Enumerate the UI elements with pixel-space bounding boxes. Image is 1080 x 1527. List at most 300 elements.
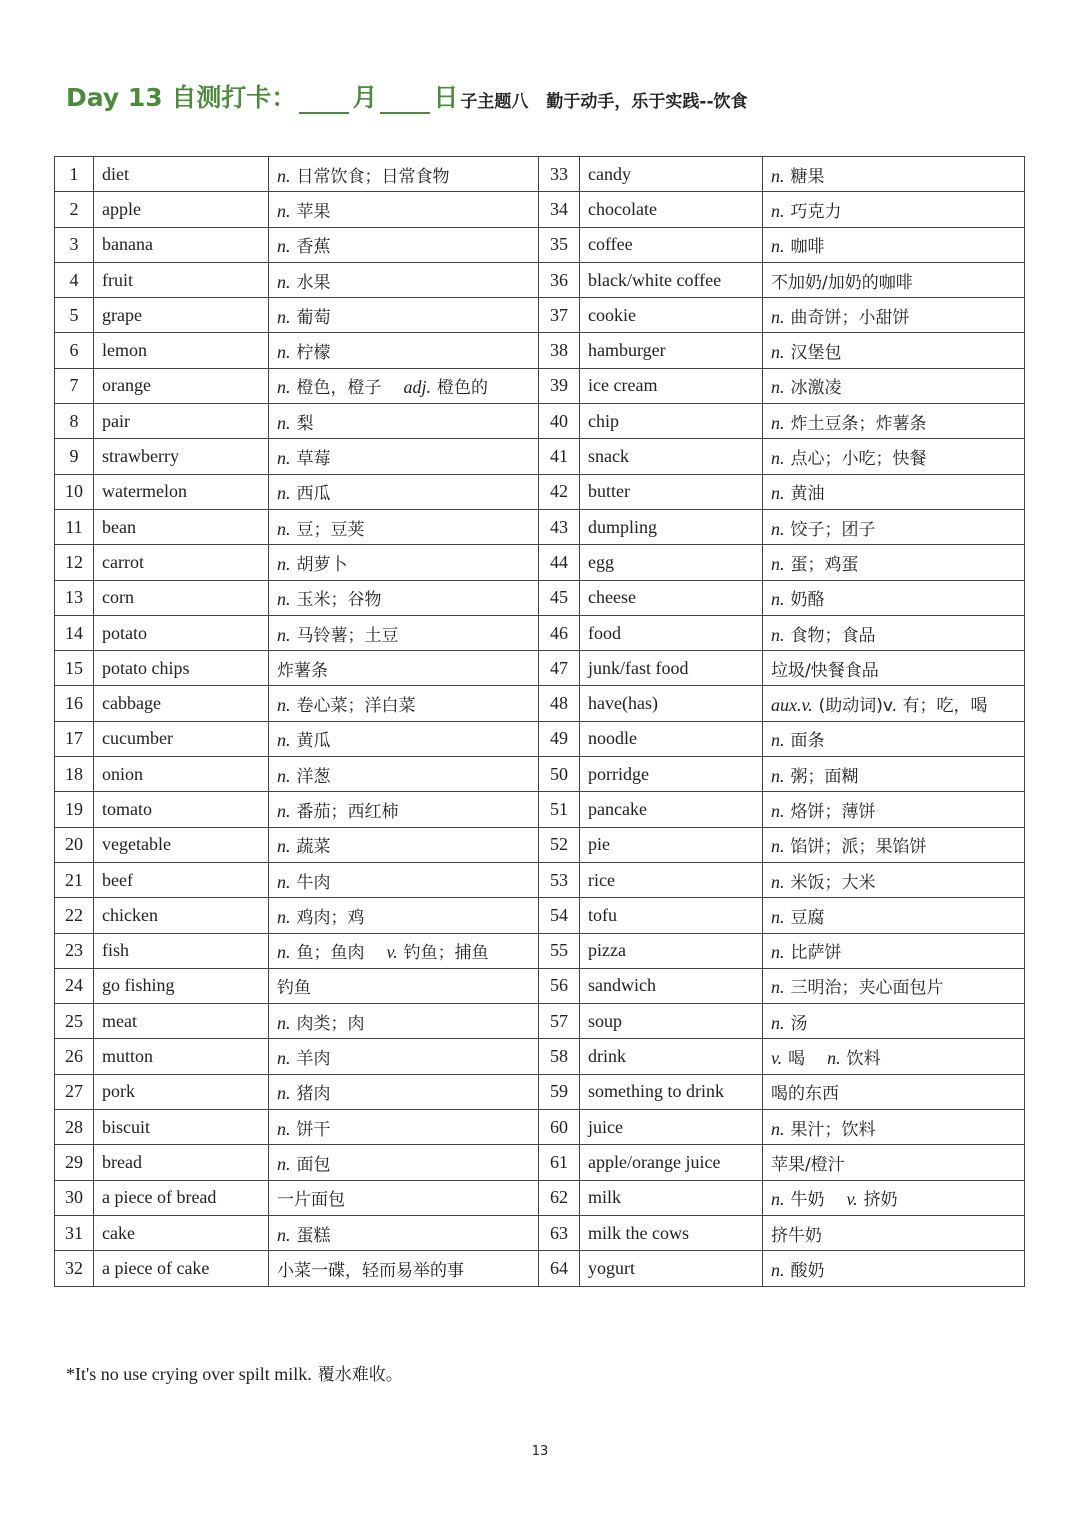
word-cell: tofu [580,898,763,933]
meaning-text: 葡萄 [296,307,331,328]
word-cell: banana [94,227,269,262]
word-cell: ice cream [580,368,763,403]
entry-number: 6 [55,333,94,368]
table-row [55,827,1025,862]
meaning-text: 三明治；夹心面包片 [790,978,944,999]
entry-number: 10 [55,474,94,509]
word-cell: butter [580,474,763,509]
part-of-speech: n. [771,412,785,433]
word-cell: chip [580,404,763,439]
word-cell: grape [94,298,269,333]
entry-number: 55 [539,933,580,968]
meaning-text: 番茄；西红柿 [296,801,399,822]
meaning-text: 米饭；大米 [790,872,876,893]
part-of-speech: n. [277,1224,291,1245]
part-of-speech: n. [277,765,291,786]
word-cell: porridge [580,757,763,792]
part-of-speech: n. [771,200,785,221]
meaning-text: 烙饼；薄饼 [790,801,876,822]
meaning-text: 面条 [790,731,825,752]
meaning-cell [269,1215,539,1250]
part-of-speech: n. [277,942,291,963]
meaning-cell [763,862,1025,897]
meaning-cell [763,1251,1025,1286]
meaning-cell [763,1145,1025,1180]
part-of-speech: n. [277,377,291,398]
entry-number: 31 [55,1215,94,1250]
part-of-speech: n. [277,589,291,610]
meaning-cell [269,298,539,333]
meaning-cell [269,404,539,439]
entry-number: 51 [539,792,580,827]
entry-number: 39 [539,368,580,403]
table-row [55,227,1025,262]
word-cell: pair [94,404,269,439]
meaning-cell [269,333,539,368]
entry-number: 53 [539,862,580,897]
part-of-speech: n. [771,342,785,363]
meaning-cell [763,192,1025,227]
meaning-cell [269,827,539,862]
part-of-speech: n. [277,906,291,927]
meaning-text: 馅饼；派；果馅饼 [790,837,927,858]
proverb [66,1360,403,1385]
meaning-cell [763,509,1025,544]
part-of-speech: n. [771,589,785,610]
part-of-speech: n. [771,1259,785,1280]
meaning-text: 一片面包 [277,1190,345,1211]
meaning-cell [269,157,539,192]
table-row [55,404,1025,439]
meaning-text: 不加奶/加奶的咖啡 [771,272,913,293]
part-of-speech: n. [771,236,785,257]
entry-number: 50 [539,757,580,792]
entry-number: 64 [539,1251,580,1286]
entry-number: 40 [539,404,580,439]
meaning-cell [763,439,1025,474]
table-row [55,757,1025,792]
entry-number: 21 [55,862,94,897]
meaning-cell [269,192,539,227]
entry-number: 35 [539,227,580,262]
meaning-cell [763,333,1025,368]
word-cell: sandwich [580,968,763,1003]
meaning-text: 钓鱼 [277,978,311,999]
word-cell: vegetable [94,827,269,862]
meaning-cell [269,615,539,650]
meaning-cell [763,545,1025,580]
meaning-cell [269,792,539,827]
word-cell: chicken [94,898,269,933]
entry-number: 3 [55,227,94,262]
table-row [55,898,1025,933]
table-row [55,509,1025,544]
meaning-cell [763,757,1025,792]
meaning-cell [269,1180,539,1215]
table-row [55,298,1025,333]
table-row [55,792,1025,827]
part-of-speech: n. [771,1118,785,1139]
part-of-speech: n. [771,871,785,892]
meaning-cell [269,651,539,686]
proverb-english: *It's no use crying over spilt milk. [66,1364,312,1384]
meaning-cell [763,474,1025,509]
month-label: 月 [352,83,378,112]
meaning-text: 炸土豆条；炸薯条 [790,413,927,434]
meaning-cell [269,1004,539,1039]
meaning-text: 汉堡包 [790,343,842,364]
part-of-speech: adj. [403,377,432,398]
meaning-text: 曲奇饼；小甜饼 [790,307,910,328]
word-cell: snack [580,439,763,474]
part-of-speech: n. [771,765,785,786]
entry-number: 60 [539,1110,580,1145]
word-cell: bean [94,509,269,544]
word-cell: meat [94,1004,269,1039]
meaning-cell [269,545,539,580]
word-cell: carrot [94,545,269,580]
entry-number: 25 [55,1004,94,1039]
meaning-text: 冰激凌 [790,378,842,399]
page-header [66,78,748,114]
meaning-cell [763,1180,1025,1215]
proverb-chinese: 覆水难收。 [317,1365,403,1385]
table-row [55,968,1025,1003]
meaning-cell [763,792,1025,827]
table-row [55,615,1025,650]
entry-number: 45 [539,580,580,615]
meaning-text: 日常饮食；日常食物 [296,166,450,187]
word-cell: hamburger [580,333,763,368]
meaning-cell [763,262,1025,297]
meaning-cell [269,1074,539,1109]
subtopic-label: 子主题八 [460,92,529,112]
part-of-speech: n. [277,271,291,292]
day-blank[interactable] [380,86,430,114]
meaning-text: 牛奶 [790,1190,825,1211]
meaning-cell [763,1004,1025,1039]
entry-number: 54 [539,898,580,933]
meaning-text: 梨 [296,413,314,434]
entry-number: 36 [539,262,580,297]
entry-number: 49 [539,721,580,756]
meaning-text: 饺子；团子 [790,519,876,540]
word-cell: beef [94,862,269,897]
word-cell: soup [580,1004,763,1039]
meaning-cell [763,898,1025,933]
meaning-text: 挤奶 [863,1190,898,1211]
word-cell: milk [580,1180,763,1215]
entry-number: 34 [539,192,580,227]
meaning-cell [763,1039,1025,1074]
word-cell: milk the cows [580,1215,763,1250]
meaning-cell [269,368,539,403]
meaning-cell [269,227,539,262]
part-of-speech: v. [771,1048,783,1069]
word-cell: drink [580,1039,763,1074]
word-cell: coffee [580,227,763,262]
part-of-speech: n. [277,518,291,539]
meaning-cell [269,862,539,897]
part-of-speech: n. [771,730,785,751]
part-of-speech: n. [277,200,291,221]
entry-number: 57 [539,1004,580,1039]
meaning-cell [269,686,539,721]
entry-number: 20 [55,827,94,862]
part-of-speech: v. [386,942,398,963]
meaning-text: 挤牛奶 [771,1225,822,1246]
entry-number: 12 [55,545,94,580]
word-cell: dumpling [580,509,763,544]
meaning-text: 牛肉 [296,872,331,893]
table-row [55,686,1025,721]
entry-number: 18 [55,757,94,792]
entry-number: 46 [539,615,580,650]
entry-number: 15 [55,651,94,686]
meaning-text: 西瓜 [296,484,331,505]
entry-number: 5 [55,298,94,333]
word-cell: corn [94,580,269,615]
part-of-speech: n. [771,377,785,398]
table-row [55,862,1025,897]
meaning-cell [763,368,1025,403]
entry-number: 16 [55,686,94,721]
meaning-cell [763,580,1025,615]
part-of-speech: n. [771,977,785,998]
part-of-speech: n. [277,1012,291,1033]
meaning-text: 面包 [296,1154,331,1175]
part-of-speech: n. [277,871,291,892]
meaning-text: 草莓 [296,449,331,470]
page-number: 13 [531,1444,549,1459]
meaning-text: 肉类；肉 [296,1013,365,1034]
word-cell: biscuit [94,1110,269,1145]
meaning-cell [763,404,1025,439]
meaning-cell [763,298,1025,333]
meaning-text: 比萨饼 [790,943,842,964]
table-row [55,933,1025,968]
meaning-text: 猪肉 [296,1084,331,1105]
entry-number: 44 [539,545,580,580]
meaning-text: 豆腐 [790,907,825,928]
entry-number: 63 [539,1215,580,1250]
entry-number: 4 [55,262,94,297]
meaning-cell [269,968,539,1003]
meaning-cell [763,1074,1025,1109]
entry-number: 43 [539,509,580,544]
part-of-speech: n. [277,448,291,469]
table-row [55,157,1025,192]
table-row [55,1074,1025,1109]
part-of-speech: n. [771,165,785,186]
part-of-speech: n. [277,730,291,751]
word-cell: juice [580,1110,763,1145]
part-of-speech: n. [277,1118,291,1139]
entry-number: 22 [55,898,94,933]
entry-number: 13 [55,580,94,615]
word-cell: egg [580,545,763,580]
meaning-cell [269,1251,539,1286]
part-of-speech: n. [277,553,291,574]
table-row [55,545,1025,580]
word-cell: onion [94,757,269,792]
day-label: 日 [433,83,459,112]
entry-number: 32 [55,1251,94,1286]
word-cell: chocolate [580,192,763,227]
table-row [55,368,1025,403]
word-cell: yogurt [580,1251,763,1286]
word-cell: cucumber [94,721,269,756]
meaning-text: 苹果 [296,201,331,222]
entry-number: 7 [55,368,94,403]
word-cell: cookie [580,298,763,333]
part-of-speech: n. [277,165,291,186]
part-of-speech: n. [771,1189,785,1210]
word-cell: cabbage [94,686,269,721]
part-of-speech: n. [277,483,291,504]
word-cell: pie [580,827,763,862]
meaning-cell [269,1039,539,1074]
meaning-cell [763,933,1025,968]
meaning-text: 钓鱼；捕鱼 [403,943,489,964]
meaning-cell [269,439,539,474]
day-title: Day 13 自测打卡： [66,83,297,112]
part-of-speech: n. [771,800,785,821]
meaning-text: 饼干 [296,1119,331,1140]
part-of-speech: n. [277,236,291,257]
word-cell: noodle [580,721,763,756]
word-cell: mutton [94,1039,269,1074]
word-cell: candy [580,157,763,192]
entry-number: 62 [539,1180,580,1215]
entry-number: 41 [539,439,580,474]
meaning-cell [763,227,1025,262]
word-cell: black/white coffee [580,262,763,297]
meaning-text: 苹果/橙汁 [771,1154,845,1175]
meaning-cell [763,1215,1025,1250]
word-cell: fruit [94,262,269,297]
entry-number: 26 [55,1039,94,1074]
entry-number: 30 [55,1180,94,1215]
meaning-text: 马铃薯；土豆 [296,625,399,646]
part-of-speech: n. [277,306,291,327]
word-cell: watermelon [94,474,269,509]
word-cell: diet [94,157,269,192]
part-of-speech: n. [771,624,785,645]
meaning-cell [269,509,539,544]
entry-number: 1 [55,157,94,192]
meaning-cell [269,721,539,756]
meaning-cell [763,686,1025,721]
word-cell: bread [94,1145,269,1180]
part-of-speech: n. [771,906,785,927]
entry-number: 9 [55,439,94,474]
entry-number: 33 [539,157,580,192]
meaning-cell [269,898,539,933]
table-row [55,1180,1025,1215]
word-cell: strawberry [94,439,269,474]
meaning-text: 蛋糕 [296,1225,331,1246]
entry-number: 29 [55,1145,94,1180]
table-row [55,1251,1025,1286]
meaning-text: 奶酪 [790,590,825,611]
word-cell: have(has) [580,686,763,721]
table-row [55,1145,1025,1180]
meaning-text: 饮料 [846,1049,881,1070]
table-row [55,651,1025,686]
part-of-speech: n. [771,553,785,574]
meaning-cell [763,651,1025,686]
topic-title: 勤于动手，乐于实践--饮食 [546,92,748,112]
month-blank[interactable] [299,86,349,114]
word-cell: a piece of bread [94,1180,269,1215]
part-of-speech: n. [277,1083,291,1104]
entry-number: 8 [55,404,94,439]
meaning-text: 蛋；鸡蛋 [790,554,859,575]
meaning-text: 橙色，橙子 [296,378,382,399]
entry-number: 61 [539,1145,580,1180]
meaning-text: 卷心菜；洋白菜 [296,696,416,717]
word-cell: orange [94,368,269,403]
entry-number: 38 [539,333,580,368]
part-of-speech: n. [277,836,291,857]
entry-number: 14 [55,615,94,650]
meaning-cell [269,1110,539,1145]
table-row [55,1215,1025,1250]
part-of-speech: n. [277,800,291,821]
part-of-speech: n. [771,836,785,857]
entry-number: 23 [55,933,94,968]
meaning-text: 咖啡 [790,237,825,258]
part-of-speech: n. [277,1153,291,1174]
part-of-speech: n. [277,624,291,645]
meaning-text: 羊肉 [296,1049,331,1070]
entry-number: 47 [539,651,580,686]
part-of-speech: n. [827,1048,841,1069]
meaning-cell [269,580,539,615]
word-cell: lemon [94,333,269,368]
word-cell: apple/orange juice [580,1145,763,1180]
meaning-text: 粥；面糊 [790,766,859,787]
entry-number: 59 [539,1074,580,1109]
vocabulary-table-body [55,157,1025,1287]
part-of-speech: n. [277,695,291,716]
meaning-cell [269,474,539,509]
meaning-text: 炸薯条 [277,660,328,681]
word-cell: something to drink [580,1074,763,1109]
meaning-cell [763,1110,1025,1145]
meaning-cell [763,827,1025,862]
table-row [55,192,1025,227]
meaning-text: 糖果 [790,166,825,187]
part-of-speech: n. [771,448,785,469]
entry-number: 28 [55,1110,94,1145]
word-cell: go fishing [94,968,269,1003]
meaning-cell [763,615,1025,650]
word-cell: cake [94,1215,269,1250]
meaning-text: 鱼；鱼肉 [296,943,365,964]
meaning-text: 柠檬 [296,343,331,364]
table-row [55,262,1025,297]
meaning-text: 果汁；饮料 [790,1119,876,1140]
entry-number: 17 [55,721,94,756]
entry-number: 58 [539,1039,580,1074]
table-row [55,1039,1025,1074]
entry-number: 11 [55,509,94,544]
meaning-text: 巧克力 [790,201,842,222]
entry-number: 52 [539,827,580,862]
meaning-cell [269,757,539,792]
